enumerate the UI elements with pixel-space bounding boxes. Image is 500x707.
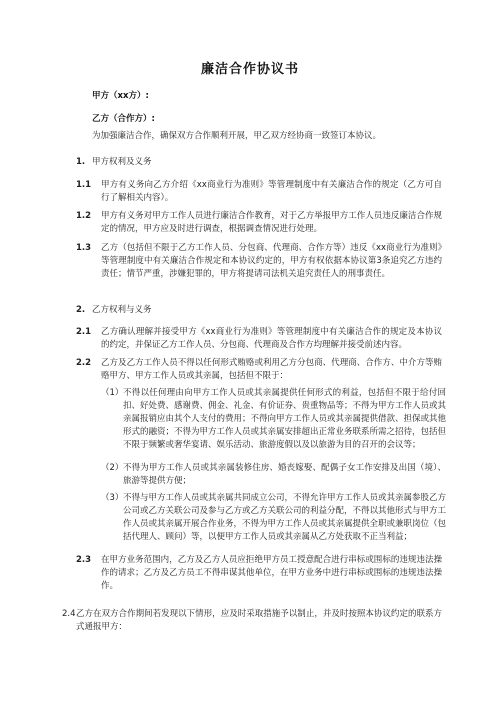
document-title: 廉洁合作协议书: [200, 62, 299, 77]
clause-1-3: [76, 242, 442, 281]
clause-2-2: [76, 357, 442, 383]
sub-clause-3: [101, 492, 446, 544]
section-2-heading: [76, 304, 152, 317]
clause-2-3: [76, 554, 442, 593]
section-1-title: 甲方权利及义务: [92, 157, 152, 167]
sub-clause-marker: （1）: [101, 388, 124, 398]
clause-number: 2.2: [76, 358, 92, 368]
section-1-number: 1.: [76, 157, 86, 167]
clause-text: 乙方（包括但不限于乙方工作人员、分包商、代理商、合作方等）违反《xx商业行为准则》等管理制度中有关廉洁合作规定和本协议约定的，甲方有权依据本协议第3条追究乙方违约责任；情节严重，涉嫌犯罪的，甲方将提请司法机关追究责任人的刑事责任。: [101, 243, 442, 279]
clause-2-4: [62, 608, 442, 634]
intro-paragraph: 为加强廉洁合作，确保双方合作顺利开展，甲乙双方经协商一致签订本协议。: [92, 131, 382, 141]
clause-number: 1.2: [76, 211, 92, 221]
clause-number: 2.1: [76, 327, 92, 337]
clause-text: 乙方在双方合作期间若发现以下情形，应及时采取措施予以制止，并及时按照本协议约定的联系方式通报甲方：: [76, 609, 442, 632]
clause-2-1: [76, 326, 442, 352]
party-b-label: 乙方（合作方）:: [92, 114, 155, 124]
clause-text: 乙方确认理解并接受甲方《xx商业行为准则》等管理制度中有关廉洁合作的规定及本协议的约定，并保证乙方工作人员、分包商、代理商及合作方均理解并接受前述内容。: [101, 327, 442, 350]
sub-clause-marker: （3）: [101, 493, 124, 503]
clause-1-1: [76, 179, 442, 205]
section-2-number: 2.: [76, 305, 86, 315]
clause-1-2: [76, 210, 442, 236]
clause-text: 甲方有义务向乙方介绍《xx商业行为准则》等管理制度中有关廉洁合作的规定（乙方可自行了解相关内容）。: [101, 180, 442, 203]
clause-text: 在甲方业务范围内，乙方及乙方人员应拒绝甲方员工授意配合进行串标或围标的违规违法操作的请求；乙方及乙方员工不得串谋其他单位，在甲方业务中进行串标或围标的违规违法操作。: [101, 555, 442, 591]
sub-clause-2: [101, 462, 446, 488]
sub-clause-text: 不得以任何理由向甲方工作人员或其亲属提供任何形式的利益，包括但不限于给付回扣、好处费、感谢费、佣金、礼金、有价证券、贵重物品等；不得为甲方工作人员或其亲属报销应由其个人支付的费用；不得向甲方工作人员或其亲属提供借款、担保或其他形式的融资；不得为甲方工作人员或其亲属安排超出正常业务联系所需之招待，包括但不限于频繁或奢华宴请、娱乐活动、旅游度假以及以旅游为目的召开的会议等；: [123, 388, 447, 450]
clause-number: 1.3: [76, 243, 92, 253]
sub-clause-text: 不得与甲方工作人员或其亲属共同成立公司，不得允许甲方工作人员或其亲属参股乙方公司或乙方关联公司及参与乙方或乙方关联公司的利益分配，不得以其他形式与甲方工作人员或其亲属开展合作业务，不得为甲方工作人员或其亲属提供全职或兼职岗位（包括代理人、顾问）等，以便甲方工作人员或其亲属从乙方处获取不正当利益；: [123, 493, 447, 542]
clause-number: 1.1: [76, 180, 92, 190]
clause-number: 2.4: [62, 609, 76, 619]
section-2-title: 乙方权利与义务: [92, 305, 152, 315]
clause-text: 乙方及乙方工作人员不得以任何形式贿赂或利用乙方分包商、代理商、合作方、中介方等贿赂甲方、甲方工作人员或其亲属，包括但不限于：: [101, 358, 442, 381]
clause-text: 甲方有义务对甲方工作人员进行廉洁合作教育，对于乙方举报甲方工作人员违反廉洁合作规定的情况，甲方应及时进行调查，根据调查情况进行处理。: [101, 211, 442, 234]
clause-number: 2.3: [76, 555, 92, 565]
sub-clause-1: [101, 387, 446, 452]
party-a-label: 甲方（xx方）:: [92, 91, 149, 101]
sub-clause-text: 不得为甲方工作人员或其亲属装修住房、婚丧嫁娶、配偶子女工作安排及出国（境）、旅游等提供方便；: [123, 463, 446, 486]
section-1-heading: [76, 156, 152, 169]
sub-clause-marker: （2）: [101, 463, 124, 473]
